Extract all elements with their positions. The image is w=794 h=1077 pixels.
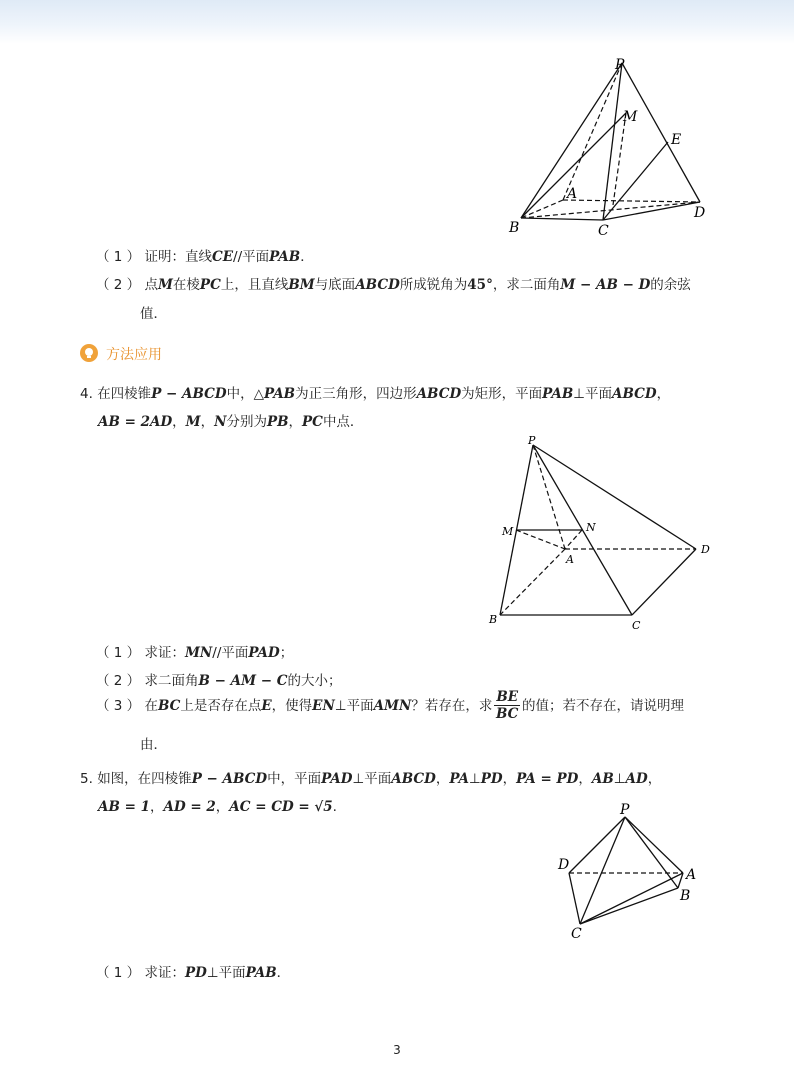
label-d: D (701, 543, 710, 556)
label-b: B (680, 888, 691, 904)
pyramid-figure-3 (555, 800, 705, 945)
label-b: B (489, 613, 498, 626)
lightbulb-icon (80, 344, 98, 362)
edge-pa (625, 817, 683, 873)
edge-pb (625, 817, 678, 888)
edge-cb (580, 888, 678, 924)
edge-pa (533, 445, 565, 549)
problem-4-q1: （ 1 ） 求证：MN//平面PAD； (96, 645, 294, 661)
label-d: D (694, 205, 706, 221)
label-c: C (598, 223, 609, 239)
problem-4-line-1: 4. 在四棱锥P − ABCD中，△PAB为正三角形，四边形ABCD为矩形，平面PAB⊥平面ABCD， (80, 386, 671, 402)
label-m: M (623, 109, 638, 125)
edge-bd (521, 202, 700, 218)
edge-ca (580, 873, 683, 924)
edge-pd (569, 817, 625, 873)
q-number: （ 2 ） (96, 277, 141, 293)
problem-number: 5. (80, 771, 93, 787)
fraction-be-bc: $\frac{BE}{BC}$ (495, 689, 519, 722)
label-c: C (632, 619, 641, 632)
edge-pd (533, 445, 696, 549)
prev-q1: （ 1 ） 证明：直线CE//平面PAB． (96, 249, 314, 265)
label-a: A (567, 186, 578, 202)
q-number: （ 3 ） (96, 698, 141, 714)
problem-5-line-1: 5. 如图，在四棱锥P − ABCD中，平面PAD⊥平面ABCD，PA⊥PD，PA = PD，AB⊥AD， (80, 771, 662, 787)
label-m: M (502, 525, 514, 538)
label-d: D (558, 857, 570, 873)
prev-q2-continuation: 值． (140, 306, 167, 322)
q-number: （ 1 ） (96, 965, 141, 981)
problem-4-q2: （ 2 ） 求二面角B − AM − C的大小； (96, 673, 342, 689)
label-p: P (528, 434, 536, 447)
edge-pc (580, 817, 625, 924)
edge-mf (613, 113, 626, 205)
edge-dc (569, 873, 580, 924)
label-p: P (620, 802, 630, 818)
label-n: N (586, 521, 596, 534)
pyramid-figure-2 (486, 432, 716, 634)
edge-ad (563, 200, 700, 202)
page-number: 3 (393, 1043, 401, 1057)
edge-cd (603, 202, 700, 220)
problem-5-q1: （ 1 ） 求证：PD⊥平面PAB． (96, 965, 291, 981)
problem-number: 4. (80, 386, 93, 402)
problem-4-q3-continuation: 由． (140, 737, 167, 753)
section-title: 方法应用 (106, 347, 162, 363)
label-c: C (571, 926, 582, 942)
label-b: B (509, 220, 520, 236)
q-number: （ 1 ） (96, 645, 141, 661)
edge-cd (632, 549, 696, 615)
edge-pd (622, 63, 700, 202)
problem-4-q3: （ 3 ） 在BC上是否存在点E，使得EN⊥平面AMN？若存在，求 $\frac{BE}{BC}$ 的值；若不存在，请说明理 (96, 689, 685, 722)
label-e: E (671, 132, 682, 148)
edge-ab (500, 549, 565, 615)
edge-am (516, 530, 565, 549)
label-a: A (686, 867, 697, 883)
q-number: （ 2 ） (96, 673, 141, 689)
edge-bc (521, 218, 603, 220)
q-number: （ 1 ） (96, 249, 141, 265)
problem-5-line-2: AB = 1，AD = 2，AC = CD = √5. (98, 799, 337, 815)
prev-q2: （ 2 ） 点M在棱PC上，且直线BM与底面ABCD所成锐角为45°，求二面角M − AB − D的余弦 (96, 277, 691, 293)
header-band (0, 0, 794, 44)
problem-4-line-2: AB = 2AD，M，N分别为PB，PC中点． (98, 414, 364, 430)
label-p: P (615, 57, 625, 73)
pyramid-figure-1 (505, 55, 720, 240)
label-a: A (566, 553, 574, 566)
edge-an (565, 530, 582, 549)
